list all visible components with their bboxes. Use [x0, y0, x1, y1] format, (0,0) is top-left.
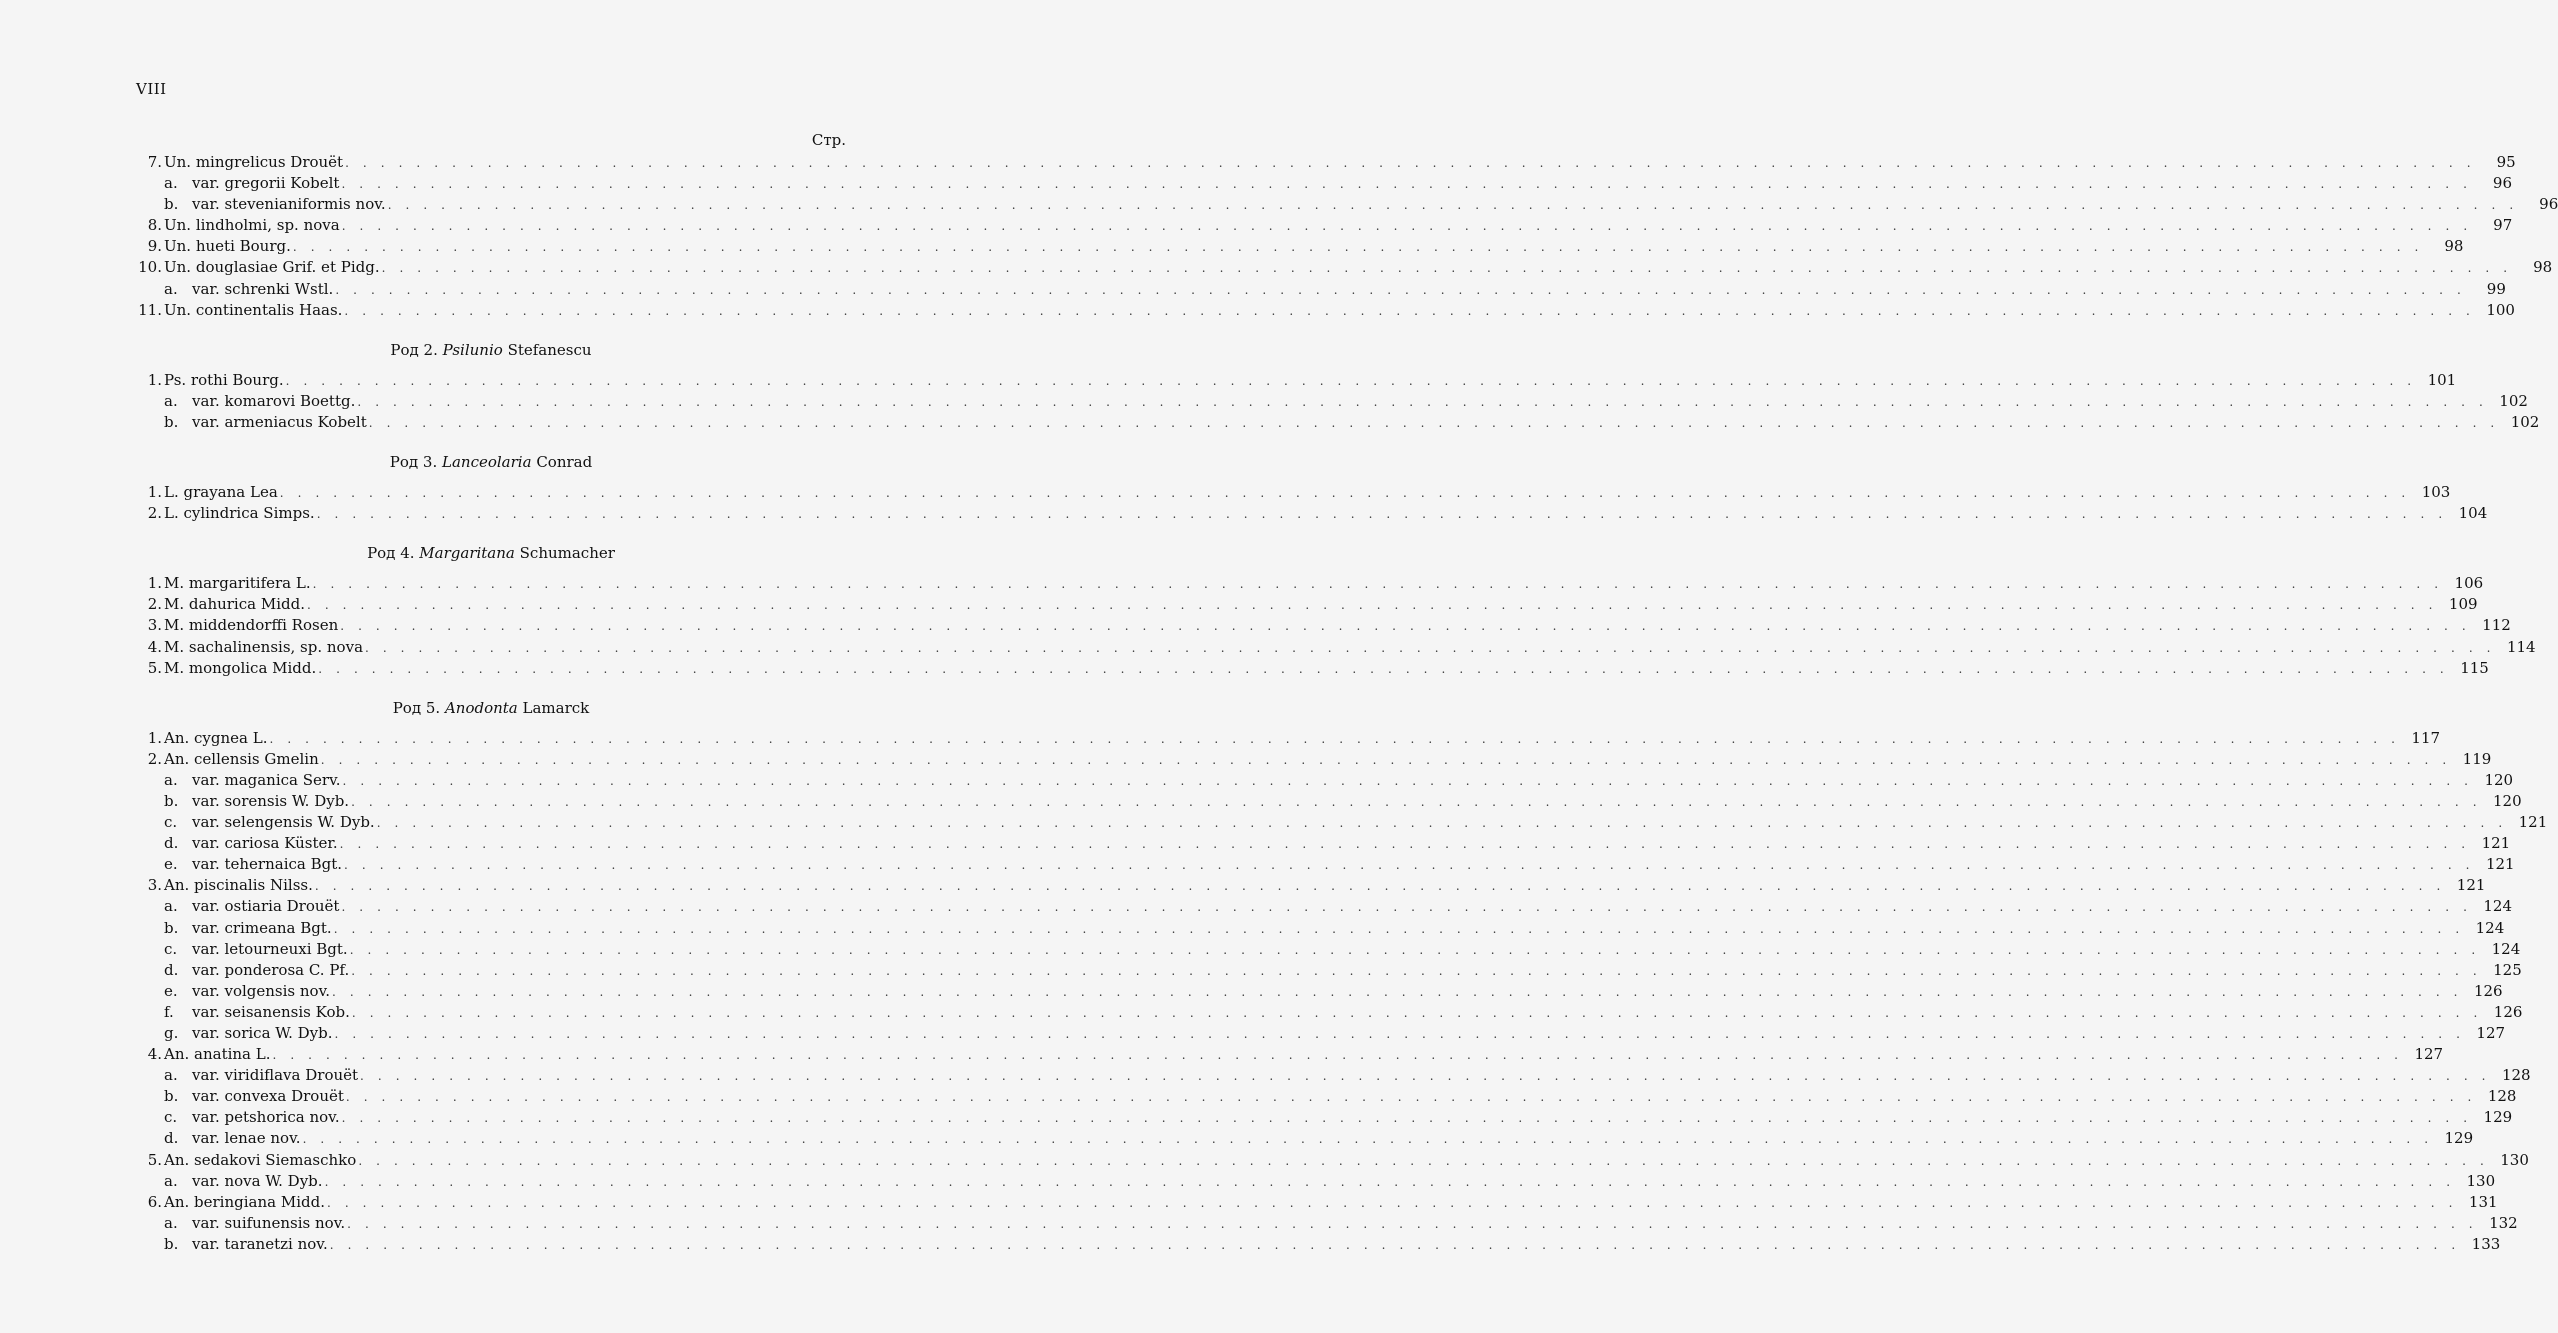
entry-page-number: 96	[2539, 195, 2558, 214]
entry-number: 2.	[147, 504, 162, 523]
dot-leader: . . . . . . . . . . . . . . . . . . . . . . . . . . . . . . . . . . . . . . . . . . . . . . . . . . . . . . . . . . . . . . . . . . . . . . . . . . . . . . . . . . . . . . . . . . . . . . . . . . . . . . . . . . . . . . . . . . . . . . . .	[342, 773, 2474, 788]
toc-entry	[136, 637, 2536, 658]
entry-page-number: 132	[2489, 1213, 2518, 1232]
entry-number: 8.	[147, 216, 162, 235]
entry-page-number: 124	[2491, 939, 2521, 958]
entry-page-number: 117	[2411, 728, 2441, 747]
entry-title: Un. mingrelicus Drouët	[164, 153, 344, 171]
entry-number: 2.	[147, 595, 162, 614]
entry-variety-letter: a.	[164, 1213, 178, 1232]
toc-entry	[136, 1107, 2513, 1128]
toc-entry	[136, 573, 2484, 594]
entry-page-number: 126	[2493, 1002, 2523, 1021]
entry-page-number: 124	[2483, 897, 2513, 916]
dot-leader: . . . . . . . . . . . . . . . . . . . . . . . . . . . . . . . . . . . . . . . . . . . . . . . . . . . . . . . . . . . . . . . . . . . . . . . . . . . . . . . . . . . . . . . . . . . . . . . . . . . . . . . . . . . . . . . . . . . . . . . .	[368, 415, 2500, 430]
entry-variety-letter: d.	[164, 834, 179, 853]
dot-leader: . . . . . . . . . . . . . . . . . . . . . . . . . . . . . . . . . . . . . . . . . . . . . . . . . . . . . . . . . . . . . . . . . . . . . . . . . . . . . . . . . . . . . . . . . . . . . . . . . . . . . . . . . . . . . . . . . . . . . . . .	[344, 858, 2475, 873]
table-of-contents	[136, 128, 2558, 1255]
dot-leader: . . . . . . . . . . . . . . . . . . . . . . . . . . . . . . . . . . . . . . . . . . . . . . . . . . . . . . . . . . . . . . . . . . . . . . . . . . . . . . . . . . . . . . . . . . . . . . . . . . . . . . . . . . . . . . . . . . . . . . . .	[351, 794, 2482, 809]
dot-leader: . . . . . . . . . . . . . . . . . . . . . . . . . . . . . . . . . . . . . . . . . . . . . . . . . . . . . . . . . . . . . . . . . . . . . . . . . . . . . . . . . . . . . . . . . . . . . . . . . . . . . . . . . . . . . . . . . . . . . . . .	[306, 598, 2438, 613]
toc-entry	[136, 1213, 2518, 1234]
genus-author: Stefanescu	[507, 340, 592, 359]
page-column-label: Стр.	[811, 131, 846, 149]
entry-variety-letter: d.	[164, 960, 179, 979]
entry-page-number: 99	[2486, 279, 2506, 298]
dot-leader: . . . . . . . . . . . . . . . . . . . . . . . . . . . . . . . . . . . . . . . . . . . . . . . . . . . . . . . . . . . . . . . . . . . . . . . . . . . . . . . . . . . . . . . . . . . . . . . . . . . . . . . . . . . . . . . . . . . . . . . .	[292, 240, 2424, 255]
dot-leader: . . . . . . . . . . . . . . . . . . . . . . . . . . . . . . . . . . . . . . . . . . . . . . . . . . . . . . . . . . . . . . . . . . . . . . . . . . . . . . . . . . . . . . . . . . . . . . . . . . . . . . . . . . . . . . . . . . . . . . . .	[341, 219, 2473, 234]
entry-page-number: 115	[2460, 658, 2489, 677]
toc-entry	[136, 594, 2478, 615]
entry-page-number: 102	[2510, 412, 2540, 431]
toc-entry	[136, 300, 2515, 321]
toc-entry	[136, 1002, 2523, 1023]
genus-heading	[136, 339, 846, 361]
dot-leader: . . . . . . . . . . . . . . . . . . . . . . . . . . . . . . . . . . . . . . . . . . . . . . . . . . . . . . . . . . . . . . . . . . . . . . . . . . . . . . . . . . . . . . . . . . . . . . . . . . . . . . . . . . . . . . . . . . . . . . . .	[381, 261, 2513, 276]
entry-number: 6.	[147, 1192, 162, 1211]
entry-page-number: 101	[2427, 370, 2457, 389]
dot-leader: . . . . . . . . . . . . . . . . . . . . . . . . . . . . . . . . . . . . . . . . . . . . . . . . . . . . . . . . . . . . . . . . . . . . . . . . . . . . . . . . . . . . . . . . . . . . . . . . . . . . . . . . . . . . . . . . . . . . . . . .	[376, 816, 2508, 831]
entry-variety-letter: a.	[164, 279, 178, 298]
genus-heading	[136, 542, 846, 564]
entry-page-number: 114	[2506, 637, 2536, 656]
entry-title: An. cellensis Gmelin	[164, 749, 319, 768]
genus-author: Conrad	[536, 453, 593, 472]
entry-title: An. beringiana Midd.	[164, 1192, 325, 1211]
entry-page-number: 96	[2492, 174, 2512, 193]
toc-entry	[136, 981, 2503, 1002]
dot-leader: . . . . . . . . . . . . . . . . . . . . . . . . . . . . . . . . . . . . . . . . . . . . . . . . . . . . . . . . . . . . . . . . . . . . . . . . . . . . . . . . . . . . . . . . . . . . . . . . . . . . . . . . . . . . . . . . . . . . . . . .	[339, 837, 2471, 852]
toc-entry	[136, 658, 2489, 679]
genus-name: Margaritana	[419, 544, 515, 563]
entry-variety-letter: g.	[164, 1024, 179, 1042]
entry-title: An. cygnea L.	[164, 728, 268, 747]
entry-page-number: 106	[2454, 574, 2484, 593]
toc-entry	[136, 896, 2513, 917]
toc-entry	[136, 854, 2515, 875]
entry-number: 4.	[147, 637, 162, 656]
entry-page-number: 121	[2456, 876, 2486, 895]
entry-title: var. selengensis W. Dyb.	[192, 813, 375, 832]
entry-title: M. dahurica Midd.	[164, 595, 305, 614]
toc-entry	[136, 1086, 2517, 1107]
toc-entry	[136, 1065, 2531, 1086]
entry-page-number: 133	[2471, 1234, 2501, 1253]
toc-entry	[136, 503, 2488, 524]
entry-page-number: 109	[2448, 595, 2478, 614]
entry-page-number: 119	[2462, 749, 2492, 768]
entry-variety-letter: b.	[164, 791, 179, 810]
dot-leader: . . . . . . . . . . . . . . . . . . . . . . . . . . . . . . . . . . . . . . . . . . . . . . . . . . . . . . . . . . . . . . . . . . . . . . . . . . . . . . . . . . . . . . . . . . . . . . . . . . . . . . . . . . . . . . . . . . . . . . . .	[340, 619, 2471, 634]
dot-leader: . . . . . . . . . . . . . . . . . . . . . . . . . . . . . . . . . . . . . . . . . . . . . . . . . . . . . . . . . . . . . . . . . . . . . . . . . . . . . . . . . . . . . . . . . . . . . . . . . . . . . . . . . . . . . . . . . . . . . . . .	[312, 577, 2444, 592]
genus-prefix: Род 5.	[392, 698, 441, 717]
entry-number: 7.	[147, 153, 162, 171]
entry-title: var. cariosa Küster.	[192, 834, 338, 853]
dot-leader: . . . . . . . . . . . . . . . . . . . . . . . . . . . . . . . . . . . . . . . . . . . . . . . . . . . . . . . . . . . . . . . . . . . . . . . . . . . . . . . . . . . . . . . . . . . . . . . . . . . . . . . . . . . . . . . . . . . . . . . .	[345, 1090, 2477, 1105]
entry-title: M. middendorffi Rosen	[164, 616, 339, 635]
entry-number: 4.	[147, 1045, 162, 1064]
entry-variety-letter: a.	[164, 897, 178, 916]
dot-leader: . . . . . . . . . . . . . . . . . . . . . . . . . . . . . . . . . . . . . . . . . . . . . . . . . . . . . . . . . . . . . . . . . . . . . . . . . . . . . . . . . . . . . . . . . . . . . . . . . . . . . . . . . . . . . . . . . . . . . . . .	[329, 1237, 2461, 1252]
toc-entry	[136, 412, 2540, 433]
toc-entry	[136, 770, 2514, 791]
toc-entry	[136, 1192, 2498, 1213]
dot-leader: . . . . . . . . . . . . . . . . . . . . . . . . . . . . . . . . . . . . . . . . . . . . . . . . . . . . . . . . . . . . . . . . . . . . . . . . . . . . . . . . . . . . . . . . . . . . . . . . . . . . . . . . . . . . . . . . . . . . . . . .	[334, 1027, 2466, 1041]
dot-leader: . . . . . . . . . . . . . . . . . . . . . . . . . . . . . . . . . . . . . . . . . . . . . . . . . . . . . . . . . . . . . . . . . . . . . . . . . . . . . . . . . . . . . . . . . . . . . . . . . . . . . . . . . . . . . . . . . . . . . . . .	[341, 900, 2473, 915]
entry-title: var. schrenki Wstl.	[192, 279, 334, 298]
dot-leader: . . . . . . . . . . . . . . . . . . . . . . . . . . . . . . . . . . . . . . . . . . . . . . . . . . . . . . . . . . . . . . . . . . . . . . . . . . . . . . . . . . . . . . . . . . . . . . . . . . . . . . . . . . . . . . . . . . . . . . . .	[349, 942, 2481, 957]
entry-title: var. crimeana Bgt.	[192, 918, 332, 937]
entry-page-number: 131	[2468, 1192, 2498, 1211]
toc-entry	[136, 194, 2558, 215]
dot-leader: . . . . . . . . . . . . . . . . . . . . . . . . . . . . . . . . . . . . . . . . . . . . . . . . . . . . . . . . . . . . . . . . . . . . . . . . . . . . . . . . . . . . . . . . . . . . . . . . . . . . . . . . . . . . . . . . . . . . . . . .	[351, 963, 2482, 978]
entry-variety-letter: a.	[164, 770, 178, 789]
toc-entry	[136, 939, 2521, 960]
entry-variety-letter: c.	[164, 813, 178, 832]
toc-entry	[136, 173, 2512, 194]
entry-title: var. sorica W. Dyb.	[192, 1024, 333, 1042]
entry-number: 10.	[138, 258, 162, 277]
entry-page-number: 98	[2444, 237, 2464, 256]
dot-leader: . . . . . . . . . . . . . . . . . . . . . . . . . . . . . . . . . . . . . . . . . . . . . . . . . . . . . . . . . . . . . . . . . . . . . . . . . . . . . . . . . . . . . . . . . . . . . . . . . . . . . . . . . . . . . . . . . . . . . . . .	[320, 752, 2452, 767]
dot-leader: . . . . . . . . . . . . . . . . . . . . . . . . . . . . . . . . . . . . . . . . . . . . . . . . . . . . . . . . . . . . . . . . . . . . . . . . . . . . . . . . . . . . . . . . . . . . . . . . . . . . . . . . . . . . . . . . . . . . . . . .	[285, 373, 2417, 388]
entry-page-number: 121	[2481, 834, 2511, 853]
toc-entry	[136, 833, 2511, 854]
toc-entry	[136, 749, 2492, 770]
entry-number: 2.	[147, 749, 162, 768]
entry-title: var. taranetzi nov.	[192, 1234, 328, 1253]
entry-variety-letter: e.	[164, 855, 178, 874]
toc-entry	[136, 370, 2457, 391]
toc-entry	[136, 215, 2513, 236]
dot-leader: . . . . . . . . . . . . . . . . . . . . . . . . . . . . . . . . . . . . . . . . . . . . . . . . . . . . . . . . . . . . . . . . . . . . . . . . . . . . . . . . . . . . . . . . . . . . . . . . . . . . . . . . . . . . . . . . . . . . . . . .	[318, 661, 2449, 676]
toc-entry	[136, 1150, 2529, 1171]
entry-variety-letter: a.	[164, 391, 178, 410]
entry-page-number: 130	[2500, 1150, 2529, 1169]
entry-title: var. convexa Drouët	[192, 1087, 344, 1106]
genus-prefix: Род 2.	[390, 340, 438, 359]
dot-leader: . . . . . . . . . . . . . . . . . . . . . . . . . . . . . . . . . . . . . . . . . . . . . . . . . . . . . . . . . . . . . . . . . . . . . . . . . . . . . . . . . . . . . . . . . . . . . . . . . . . . . . . . . . . . . . . . . . . . . . . .	[332, 984, 2463, 999]
entry-variety-letter: b.	[164, 1087, 179, 1106]
dot-leader: . . . . . . . . . . . . . . . . . . . . . . . . . . . . . . . . . . . . . . . . . . . . . . . . . . . . . . . . . . . . . . . . . . . . . . . . . . . . . . . . . . . . . . . . . . . . . . . . . . . . . . . . . . . . . . . . . . . . . . . .	[335, 282, 2466, 297]
entry-title: var. ponderosa C. Pf.	[192, 960, 350, 979]
dot-leader: . . . . . . . . . . . . . . . . . . . . . . . . . . . . . . . . . . . . . . . . . . . . . . . . . . . . . . . . . . . . . . . . . . . . . . . . . . . . . . . . . . . . . . . . . . . . . . . . . . . . . . . . . . . . . . . . . . . . . . . .	[341, 1111, 2473, 1126]
toc-entry	[136, 1044, 2444, 1065]
entry-title: An. anatina L.	[164, 1045, 271, 1064]
entry-page-number: 127	[2414, 1045, 2444, 1064]
genus-heading	[136, 697, 846, 719]
toc-entry	[136, 615, 2511, 636]
entry-title: L. grayana Lea	[164, 483, 278, 502]
entry-page-number: 112	[2482, 616, 2511, 635]
entry-variety-letter: b.	[164, 918, 179, 937]
genus-heading	[136, 451, 846, 473]
genus-name: Anodonta	[444, 698, 518, 717]
entry-title: var. tehernaica Bgt.	[192, 855, 343, 874]
entry-title: var. letourneuxi Bgt.	[192, 939, 348, 958]
dot-leader: . . . . . . . . . . . . . . . . . . . . . . . . . . . . . . . . . . . . . . . . . . . . . . . . . . . . . . . . . . . . . . . . . . . . . . . . . . . . . . . . . . . . . . . . . . . . . . . . . . . . . . . . . . . . . . . . . . . . . . . .	[269, 731, 2401, 746]
toc-entry	[136, 236, 2464, 257]
genus-author: Lamarck	[522, 698, 590, 717]
entry-number: 3.	[147, 616, 162, 635]
dot-leader: . . . . . . . . . . . . . . . . . . . . . . . . . . . . . . . . . . . . . . . . . . . . . . . . . . . . . . . . . . . . . . . . . . . . . . . . . . . . . . . . . . . . . . . . . . . . . . . . . . . . . . . . . . . . . . . . . . . . . . . .	[333, 921, 2465, 936]
entry-title: L. cylindrica Simps.	[164, 504, 315, 523]
dot-leader: . . . . . . . . . . . . . . . . . . . . . . . . . . . . . . . . . . . . . . . . . . . . . . . . . . . . . . . . . . . . . . . . . . . . . . . . . . . . . . . . . . . . . . . . . . . . . . . . . . . . . . . . . . . . . . . . . . . . . . . .	[316, 507, 2448, 522]
entry-page-number: 129	[2483, 1108, 2513, 1127]
entry-page-number: 129	[2444, 1129, 2474, 1148]
entry-title: M. sachalinensis, sp. nova	[164, 637, 364, 656]
entry-title: Un. hueti Bourg.	[164, 237, 291, 256]
entry-page-number: 97	[2493, 216, 2513, 235]
toc-entry	[136, 918, 2505, 939]
toc-entry	[136, 482, 2451, 503]
dot-leader: . . . . . . . . . . . . . . . . . . . . . . . . . . . . . . . . . . . . . . . . . . . . . . . . . . . . . . . . . . . . . . . . . . . . . . . . . . . . . . . . . . . . . . . . . . . . . . . . . . . . . . . . . . . . . . . . . . . . . . . .	[360, 1069, 2491, 1084]
dot-leader: . . . . . . . . . . . . . . . . . . . . . . . . . . . . . . . . . . . . . . . . . . . . . . . . . . . . . . . . . . . . . . . . . . . . . . . . . . . . . . . . . . . . . . . . . . . . . . . . . . . . . . . . . . . . . . . . . . . . . . . .	[357, 394, 2488, 409]
entry-page-number: 98	[2533, 258, 2553, 277]
genus-author: Schumacher	[519, 544, 615, 563]
dot-leader: . . . . . . . . . . . . . . . . . . . . . . . . . . . . . . . . . . . . . . . . . . . . . . . . . . . . . . . . . . . . . . . . . . . . . . . . . . . . . . . . . . . . . . . . . . . . . . . . . . . . . . . . . . . . . . . . . . . . . . . .	[272, 1048, 2404, 1063]
entry-title: var. komarovi Boettg.	[192, 391, 356, 410]
entry-variety-letter: f.	[164, 1002, 174, 1021]
dot-leader: . . . . . . . . . . . . . . . . . . . . . . . . . . . . . . . . . . . . . . . . . . . . . . . . . . . . . . . . . . . . . . . . . . . . . . . . . . . . . . . . . . . . . . . . . . . . . . . . . . . . . . . . . . . . . . . . . . . . . . . .	[351, 1005, 2483, 1020]
toc-entry	[136, 812, 2548, 833]
entry-page-number: 104	[2458, 504, 2488, 523]
entry-page-number: 103	[2421, 483, 2451, 502]
toc-entry	[136, 391, 2528, 412]
entry-variety-letter: a.	[164, 1066, 178, 1085]
toc-entry	[136, 1023, 2506, 1044]
entry-title: var. lenae nov.	[192, 1129, 301, 1148]
dot-leader: . . . . . . . . . . . . . . . . . . . . . . . . . . . . . . . . . . . . . . . . . . . . . . . . . . . . . . . . . . . . . . . . . . . . . . . . . . . . . . . . . . . . . . . . . . . . . . . . . . . . . . . . . . . . . . . . . . . . . . . .	[302, 1132, 2434, 1147]
entry-page-number: 126	[2473, 981, 2503, 1000]
entry-title: Un. continentalis Haas.	[164, 300, 343, 319]
dot-leader: . . . . . . . . . . . . . . . . . . . . . . . . . . . . . . . . . . . . . . . . . . . . . . . . . . . . . . . . . . . . . . . . . . . . . . . . . . . . . . . . . . . . . . . . . . . . . . . . . . . . . . . . . . . . . . . . . . . . . . . .	[314, 879, 2446, 894]
entry-title: var. gregorii Kobelt	[192, 174, 340, 193]
dot-leader: . . . . . . . . . . . . . . . . . . . . . . . . . . . . . . . . . . . . . . . . . . . . . . . . . . . . . . . . . . . . . . . . . . . . . . . . . . . . . . . . . . . . . . . . . . . . . . . . . . . . . . . . . . . . . . . . . . . . . . . .	[344, 303, 2475, 318]
dot-leader: . . . . . . . . . . . . . . . . . . . . . . . . . . . . . . . . . . . . . . . . . . . . . . . . . . . . . . . . . . . . . . . . . . . . . . . . . . . . . . . . . . . . . . . . . . . . . . . . . . . . . . . . . . . . . . . . . . . . . . . .	[347, 1216, 2478, 1231]
entry-variety-letter: b.	[164, 412, 179, 431]
toc-entry	[136, 960, 2522, 981]
entry-number: 1.	[147, 370, 162, 389]
entry-variety-letter: b.	[164, 1234, 179, 1253]
toc-entry	[136, 1128, 2474, 1149]
entry-title: Un. lindholmi, sp. nova	[164, 216, 340, 235]
entry-title: var. viridiflava Drouët	[192, 1066, 359, 1085]
entry-page-number: 100	[2486, 300, 2515, 319]
entry-page-number: 120	[2493, 791, 2522, 810]
entry-number: 9.	[147, 237, 162, 256]
entry-title: Un. douglasiae Grif. et Pidg.	[164, 258, 380, 277]
toc-entry	[136, 728, 2441, 749]
entry-page-number: 125	[2493, 960, 2522, 979]
entry-title: var. armeniacus Kobelt	[192, 412, 367, 431]
genus-name: Psilunio	[442, 340, 503, 359]
entry-number: 1.	[147, 483, 162, 502]
toc-entry	[136, 279, 2506, 300]
entry-title: var. nova W. Dyb.	[192, 1171, 323, 1190]
entry-number: 11.	[138, 300, 162, 319]
entry-variety-letter: a.	[164, 1171, 178, 1190]
entry-number: 5.	[147, 1150, 162, 1169]
dot-leader: . . . . . . . . . . . . . . . . . . . . . . . . . . . . . . . . . . . . . . . . . . . . . . . . . . . . . . . . . . . . . . . . . . . . . . . . . . . . . . . . . . . . . . . . . . . . . . . . . . . . . . . . . . . . . . . . . . . . . . . .	[324, 1174, 2456, 1189]
entry-page-number: 102	[2499, 391, 2528, 410]
toc-entry	[136, 875, 2486, 896]
entry-title: var. sorensis W. Dyb.	[192, 791, 350, 810]
entry-title: var. seisanensis Kob.	[192, 1002, 350, 1021]
entry-title: Ps. rothi Bourg.	[164, 370, 284, 389]
entry-page-number: 95	[2496, 153, 2516, 171]
entry-title: M. mongolica Midd.	[164, 658, 317, 677]
dot-leader: . . . . . . . . . . . . . . . . . . . . . . . . . . . . . . . . . . . . . . . . . . . . . . . . . . . . . . . . . . . . . . . . . . . . . . . . . . . . . . . . . . . . . . . . . . . . . . . . . . . . . . . . . . . . . . . . . . . . . . . .	[279, 486, 2411, 501]
entry-variety-letter: a.	[164, 174, 178, 193]
entry-variety-letter: c.	[164, 1108, 178, 1127]
dot-leader: . . . . . . . . . . . . . . . . . . . . . . . . . . . . . . . . . . . . . . . . . . . . . . . . . . . . . . . . . . . . . . . . . . . . . . . . . . . . . . . . . . . . . . . . . . . . . . . . . . . . . . . . . . . . . . . . . . . . . . . .	[345, 156, 2476, 170]
entry-page-number: 127	[2476, 1024, 2506, 1042]
entry-title: var. ostiaria Drouët	[192, 897, 340, 916]
entry-title: var. stevenianiformis nov.	[192, 195, 386, 214]
entry-variety-letter: d.	[164, 1129, 179, 1148]
entry-variety-letter: e.	[164, 981, 178, 1000]
entry-number: 3.	[147, 876, 162, 895]
entry-title: var. suifunensis nov.	[192, 1213, 346, 1232]
entry-page-number: 121	[2518, 813, 2548, 832]
entry-number: 5.	[147, 658, 162, 677]
entry-variety-letter: c.	[164, 939, 178, 958]
entry-page-number: 130	[2466, 1171, 2496, 1190]
entry-number: 1.	[147, 574, 162, 593]
toc-entry	[136, 791, 2522, 812]
dot-leader: . . . . . . . . . . . . . . . . . . . . . . . . . . . . . . . . . . . . . . . . . . . . . . . . . . . . . . . . . . . . . . . . . . . . . . . . . . . . . . . . . . . . . . . . . . . . . . . . . . . . . . . . . . . . . . . . . . . . . . . .	[341, 177, 2472, 192]
dot-leader: . . . . . . . . . . . . . . . . . . . . . . . . . . . . . . . . . . . . . . . . . . . . . . . . . . . . . . . . . . . . . . . . . . . . . . . . . . . . . . . . . . . . . . . . . . . . . . . . . . . . . . . . . . . . . . . . . . . . . . . .	[387, 198, 2519, 213]
dot-leader: . . . . . . . . . . . . . . . . . . . . . . . . . . . . . . . . . . . . . . . . . . . . . . . . . . . . . . . . . . . . . . . . . . . . . . . . . . . . . . . . . . . . . . . . . . . . . . . . . . . . . . . . . . . . . . . . . . . . . . . .	[326, 1195, 2458, 1210]
genus-prefix: Род 3.	[389, 453, 438, 472]
entry-title: An. sedakovi Siemaschko	[164, 1150, 357, 1169]
toc-entry	[136, 257, 2553, 278]
entry-title: var. maganica Serv.	[192, 770, 341, 789]
entry-page-number: 124	[2475, 918, 2505, 937]
entry-title: M. margaritifera L.	[164, 574, 311, 593]
entry-title: var. volgensis nov.	[192, 981, 331, 1000]
page-number: VIII	[136, 80, 167, 98]
dot-leader: . . . . . . . . . . . . . . . . . . . . . . . . . . . . . . . . . . . . . . . . . . . . . . . . . . . . . . . . . . . . . . . . . . . . . . . . . . . . . . . . . . . . . . . . . . . . . . . . . . . . . . . . . . . . . . . . . . . . . . . .	[365, 640, 2496, 655]
entry-title: An. piscinalis Nilss.	[164, 876, 313, 895]
entry-page-number: 128	[2487, 1087, 2517, 1106]
entry-variety-letter: b.	[164, 195, 179, 214]
entry-page-number: 120	[2484, 770, 2514, 789]
genus-prefix: Род 4.	[367, 544, 415, 563]
entry-page-number: 121	[2485, 855, 2515, 874]
entry-page-number: 128	[2501, 1066, 2531, 1085]
toc-entry	[136, 152, 2516, 173]
genus-name: Lanceolaria	[442, 453, 532, 472]
toc-entry	[136, 1234, 2501, 1255]
entry-title: var. petshorica nov.	[192, 1108, 340, 1127]
dot-leader: . . . . . . . . . . . . . . . . . . . . . . . . . . . . . . . . . . . . . . . . . . . . . . . . . . . . . . . . . . . . . . . . . . . . . . . . . . . . . . . . . . . . . . . . . . . . . . . . . . . . . . . . . . . . . . . . . . . . . . . .	[358, 1153, 2489, 1168]
entry-number: 1.	[147, 728, 162, 747]
toc-entry	[136, 1171, 2496, 1192]
